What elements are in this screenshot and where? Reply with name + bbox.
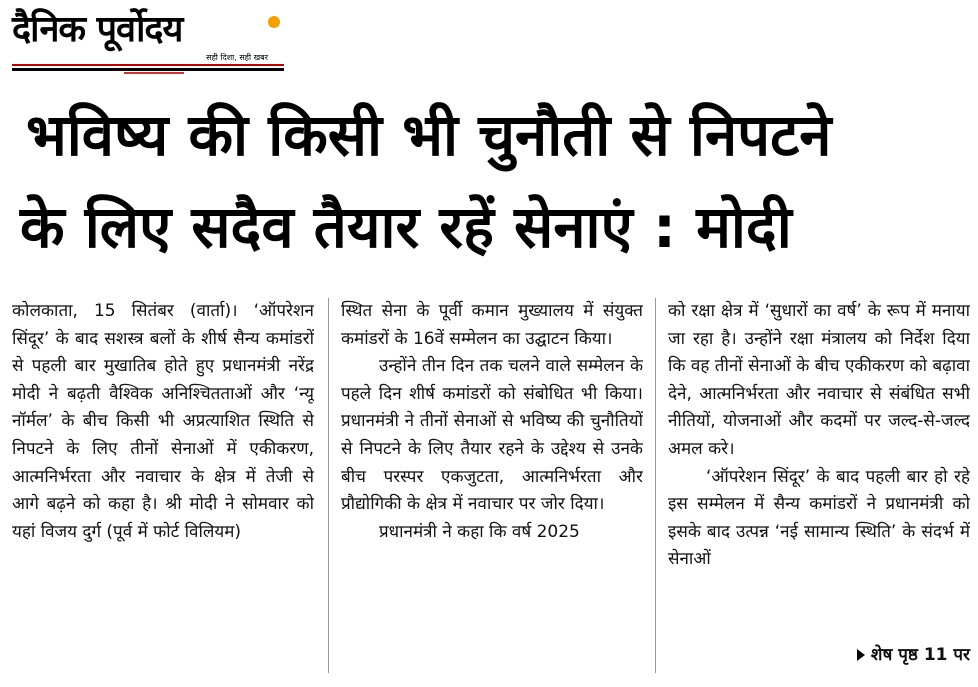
article-paragraph xyxy=(12,298,314,546)
column-divider xyxy=(655,298,656,673)
article-column-3 xyxy=(668,298,970,673)
masthead-tagline: सही दिशा, सही खबर xyxy=(206,53,268,62)
dateline: कोलकाता, 15 सितंबर (वार्ता)। xyxy=(12,301,238,321)
masthead-subrule xyxy=(124,72,184,74)
newspaper-name: दैनिक पूर्वोदय xyxy=(12,9,183,50)
article-paragraph: स्थित सेना के पूर्वी कमान मुख्यालय में संयुक्त कमांडरों के 16वें सम्मेलन का उद्घाटन किया। xyxy=(341,301,643,349)
masthead-rule-red xyxy=(12,64,284,66)
headline-line-2: के लिए सदैव तैयार रहें सेनाएं : मोदी xyxy=(20,193,792,261)
continuation-note xyxy=(857,642,970,665)
article-paragraph: प्रधानमंत्री ने कहा कि वर्ष 2025 xyxy=(379,521,580,542)
paragraph-text: ‘ऑपरेशन सिंदूर’ के बाद सशस्त्र बलों के शीर्ष सैन्य कमांडरों से पहली बार मुखातिब होते हुए प्रधानमंत्री नरेंद्र मोदी ने बढ़ती वैश्विक अनिश्चितताओं और ‘न्यू नॉर्मल’ के बीच किसी भी अप्रत्याशित स्थिति से निपटने के लिए तीनों सेनाओं में एकीकरण, आत्मनिर्भरता और नवाचार के क्षेत्र में तेजी से आगे बढ़ने को कहा है। श्री मोदी ने सोमवार को यहां विजय दुर्ग (पूर्व में फोर्ट विलियम) xyxy=(12,301,314,542)
sun-logo-icon xyxy=(268,16,280,28)
headline-line-1: भविष्य की किसी भी चुनौती से निपटने xyxy=(26,101,832,169)
masthead xyxy=(12,6,284,68)
masthead-rule-black xyxy=(12,68,284,71)
article-paragraph: को रक्षा क्षेत्र में ‘सुधारों का वर्ष’ के रूप में मनाया जा रहा है। उन्होंने रक्षा मंत्रालय को निर्देश दिया कि वह तीनों सेनाओं के बीच एकीकरण को बढ़ावा देने, आत्मनिर्भरता और नवाचार से संबंधित सभी नीतियों, योजनाओं और कदमों पर जल्द-से-जल्द अमल करे। xyxy=(668,301,970,459)
article-paragraph: ‘ऑपरेशन सिंदूर’ के बाद पहली बार हो रहे इस सम्मेलन में सैन्य कमांडरों ने प्रधानमंत्री को इसके बाद उत्पन्न ‘नई सामान्य स्थिति’ के संदर्भ में सेनाओं xyxy=(668,466,970,570)
article-column-1 xyxy=(12,298,314,673)
continuation-text: शेष पृष्ठ 11 पर xyxy=(870,645,970,665)
article-column-2 xyxy=(341,298,643,673)
column-divider xyxy=(328,298,329,673)
article-paragraph: उन्होंने तीन दिन तक चलने वाले सम्मेलन के पहले दिन शीर्ष कमांडरों को संबोधित भी किया। प्रधानमंत्री ने तीनों सेनाओं से भविष्य की चुनौतियों से निपटने के लिए तैयार रहने के उद्देश्य से उनके बीच परस्पर एकजुटता, आत्मनिर्भरता और प्रौद्योगिकी के क्षेत्र में नवाचार पर जोर दिया। xyxy=(341,356,643,515)
arrow-right-icon xyxy=(857,649,865,661)
